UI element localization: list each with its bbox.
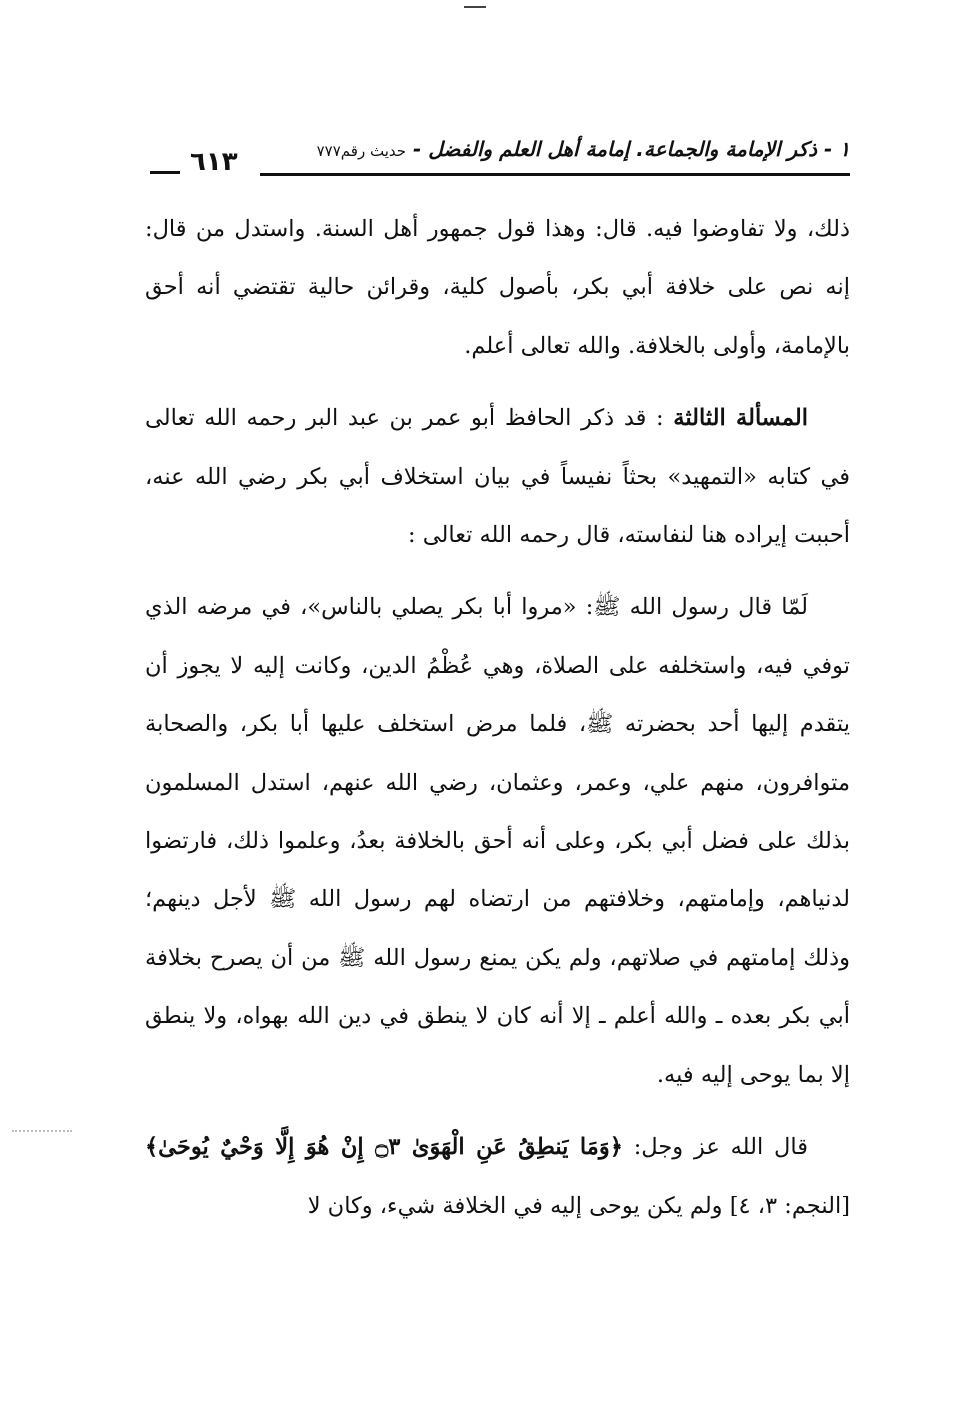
paragraph-4 <box>145 1118 850 1235</box>
title-separator: - <box>406 137 429 161</box>
paragraph-1 <box>145 200 850 375</box>
page-number-dash <box>150 171 180 174</box>
quran-verse: ﴿وَمَا يَنطِقُ عَنِ الْهَوَىٰ ۝٣ إِنْ هُوَ إِلَّا وَحْيٌ يُوحَىٰ﴾ <box>145 1134 623 1161</box>
margin-dots <box>12 1130 72 1134</box>
hadith-number: حديث رقم٧٧٧ <box>316 142 407 160</box>
paragraph-2 <box>145 389 850 564</box>
paragraph-3-text: لَمّا قال رسول الله ﷺ: «مروا أبا بكر يصلي بالناس»، في مرضه الذي توفي فيه، واستخلفه على الصلاة، وهي عُظْمُ الدين، وكانت إليه لا يجوز أن يتقدم إليها أحد بحضرته ﷺ، فلما مرض استخلف عليها أبا بكر، والصحابة متوافرون، منهم علي، وعمر، وعثمان، رضي الله عنهم، استدل المسلمون بذلك على فضل أبي بكر، وعلى أنه أحق بالخلافة بعدُ، وعلموا ذلك، فارتضوا لدنياهم، وإمامتهم، وخلافتهم من ارتضاه لهم رسول الله ﷺ لأجل دينهم؛ وذلك إمامتهم في صلاتهم، ولم يكن يمنع رسول الله ﷺ من أن يصرح بخلافة أبي بكر بعده ـ والله أعلم ـ إلا أنه كان لا ينطق في دين الله بهواه، ولا ينطق إلا بما يوحى إليه فيه. <box>145 594 850 1088</box>
header-rule <box>260 173 850 176</box>
paragraph-4-intro: قال الله عز وجل: <box>633 1134 808 1161</box>
page-number: ٦١٣ <box>190 147 238 177</box>
paragraph-2-text: : قد ذكر الحافظ أبو عمر بن عبد البر رحمه الله تعالى في كتابه «التمهيد» بحثاً نفيساً في بيان استخلاف أبي بكر رضي الله عنه، أحببت إيراده هنا لنفاسته، قال رحمه الله تعالى : <box>145 405 850 549</box>
paragraph-4-text: [النجم: ٣، ٤] ولم يكن يوحى إليه في الخلافة شيء، وكان لا <box>307 1192 850 1219</box>
paragraph-3 <box>145 578 850 1104</box>
paragraph-1-text: ذلك، ولا تفاوضوا فيه. قال: وهذا قول جمهور أهل السنة. واستدل من قال: إنه نص على خلافة أبي بكر، بأصول كلية، وقرائن حالية تقتضي أنه أحق بالإمامة، وأولى بالخلافة. والله تعالى أعلم. <box>145 216 850 359</box>
page-header <box>150 135 850 183</box>
running-head <box>317 137 850 161</box>
issue-heading: المسألة الثالثة <box>673 405 808 432</box>
chapter-title: ١ - ذكر الإمامة والجماعة. إمامة أهل العلم والفضل <box>428 137 850 161</box>
top-edge-mark <box>464 6 486 8</box>
body-text <box>145 200 850 1249</box>
